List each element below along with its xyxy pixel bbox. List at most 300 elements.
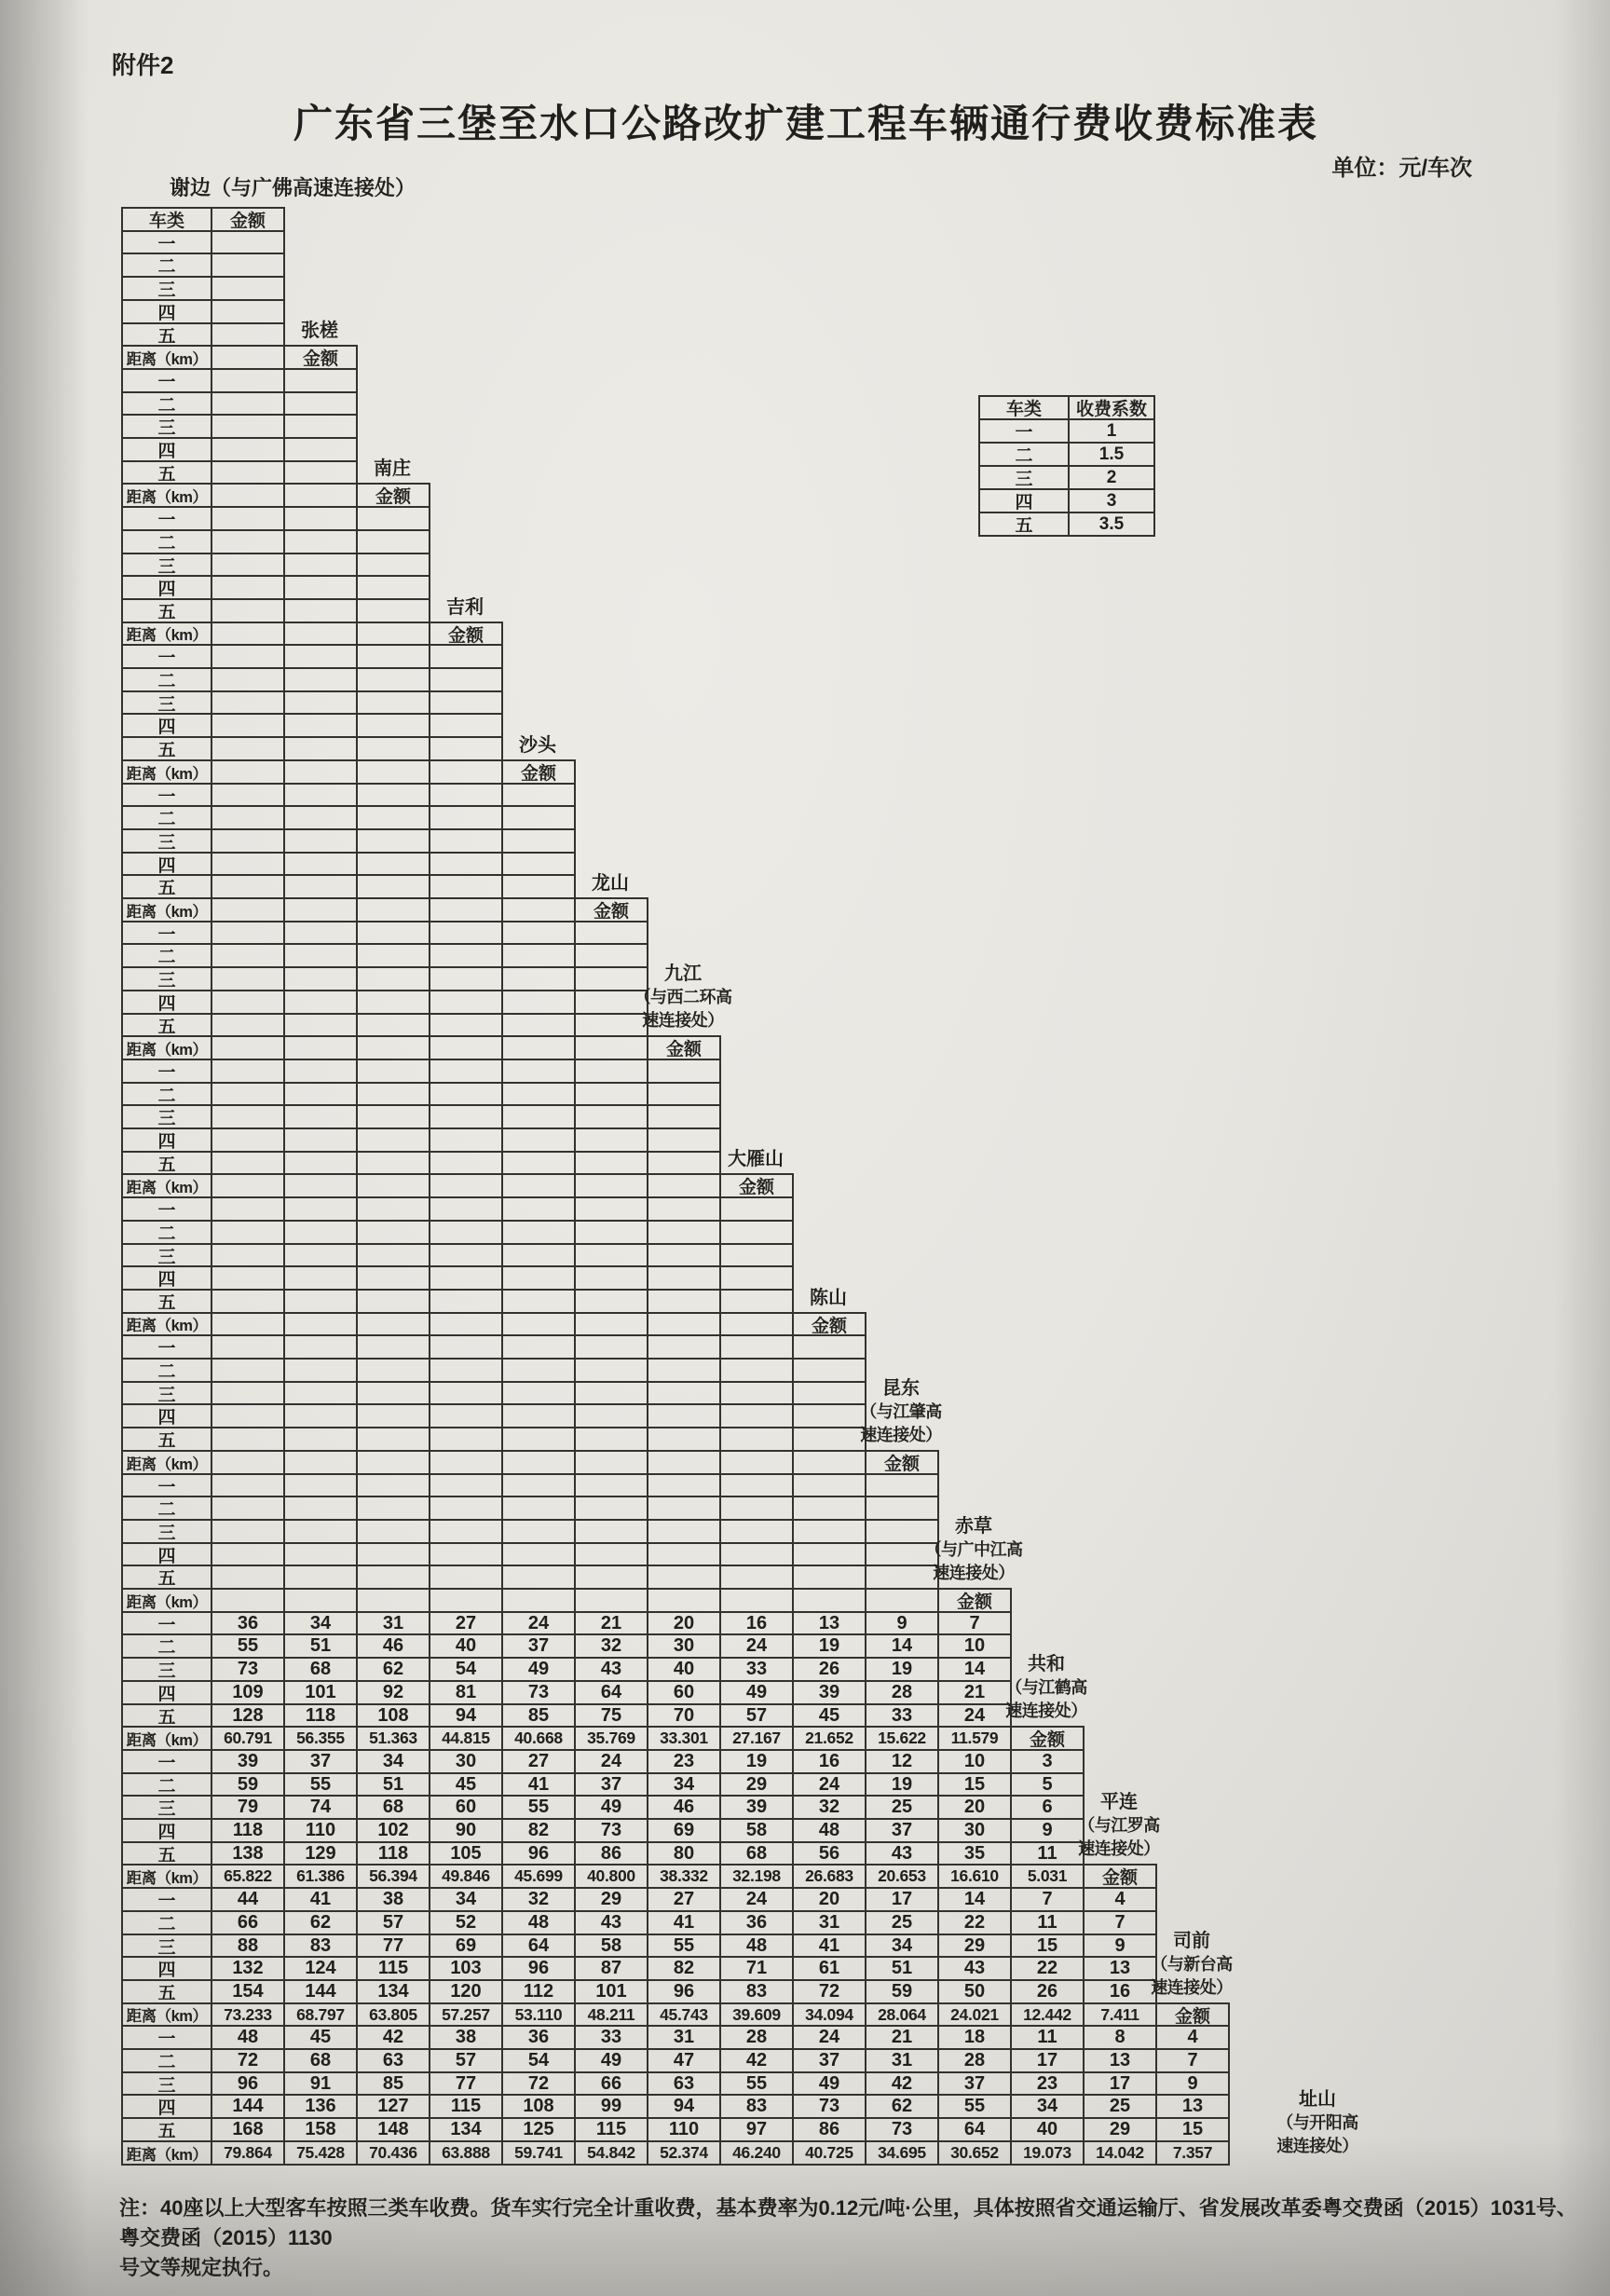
class-label-cell: 五 <box>121 460 212 485</box>
fare-value-cell: 24 <box>501 1611 576 1635</box>
fare-value-cell: 34 <box>356 1749 430 1774</box>
fare-value-cell: 43 <box>574 1910 648 1935</box>
empty-cell <box>211 783 285 807</box>
empty-cell <box>501 1173 576 1198</box>
empty-cell <box>283 644 358 669</box>
empty-cell <box>356 1265 430 1291</box>
station-label-jili <box>400 595 530 620</box>
empty-cell <box>647 1220 721 1245</box>
empty-cell <box>356 1059 430 1084</box>
fare-value-cell: 7 <box>1083 1910 1157 1935</box>
empty-cell <box>719 1427 794 1452</box>
empty-cell <box>356 1243 430 1267</box>
distance-label-cell: 距离（km） <box>121 622 212 646</box>
distance-value-cell: 11.579 <box>937 1726 1012 1751</box>
empty-cell <box>356 1104 430 1129</box>
fare-value-cell: 75 <box>574 1703 648 1728</box>
empty-cell <box>211 1265 285 1291</box>
fare-value-cell: 118 <box>356 1841 430 1866</box>
distance-value-cell: 12.442 <box>1010 2002 1085 2027</box>
station-name: 址山 <box>1299 2089 1336 2110</box>
class-label-cell: 四 <box>121 1956 212 1981</box>
empty-cell <box>283 921 358 945</box>
class-label-cell: 四 <box>121 1265 212 1291</box>
distance-value-cell: 51.363 <box>356 1726 430 1751</box>
empty-cell <box>283 506 358 531</box>
fare-value-cell: 55 <box>719 2071 794 2096</box>
class-label-cell: 一 <box>121 1749 212 1774</box>
class-label-cell: 四 <box>121 1818 212 1843</box>
fare-value-cell: 46 <box>647 1795 721 1820</box>
fare-value-cell: 49 <box>501 1657 576 1682</box>
empty-cell <box>574 1082 648 1106</box>
fare-value-cell: 28 <box>865 1680 939 1705</box>
class-label-cell: 一 <box>121 1887 212 1912</box>
fare-value-cell: 94 <box>647 2094 721 2119</box>
empty-cell <box>211 391 285 416</box>
empty-cell <box>211 414 285 439</box>
fare-value-cell: 83 <box>283 1934 358 1958</box>
class-label-cell: 三 <box>121 1519 212 1544</box>
empty-cell <box>211 1104 285 1129</box>
station-annotation: （与西二环高 <box>634 988 732 1006</box>
empty-cell <box>429 1473 503 1497</box>
fare-value-cell: 11 <box>1010 1841 1085 1866</box>
fare-value-cell: 115 <box>574 2117 648 2142</box>
empty-cell <box>647 1265 721 1291</box>
class-label-cell: 三 <box>121 276 212 301</box>
empty-cell <box>501 1519 576 1544</box>
empty-cell <box>647 1450 721 1475</box>
class-label-cell: 三 <box>121 1657 212 1682</box>
fare-value-cell: 9 <box>1155 2071 1230 2096</box>
fare-value-cell: 29 <box>574 1887 648 1912</box>
empty-cell <box>211 622 285 646</box>
fare-value-cell: 90 <box>429 1818 503 1843</box>
empty-cell <box>356 667 430 692</box>
class-label-cell: 三 <box>121 2071 212 2096</box>
fare-value-cell: 24 <box>574 1749 648 1774</box>
fare-value-cell: 41 <box>283 1887 358 1912</box>
empty-cell <box>356 1196 430 1222</box>
class-label-cell: 五 <box>121 1979 212 2004</box>
fare-value-cell: 144 <box>283 1979 358 2004</box>
fare-value-cell: 128 <box>211 1703 285 1728</box>
station-name: 平连 <box>1100 1792 1138 1812</box>
fare-value-cell: 17 <box>1083 2071 1157 2096</box>
fare-value-cell: 17 <box>865 1887 939 1912</box>
fare-value-cell: 115 <box>429 2094 503 2119</box>
distance-value-cell: 75.428 <box>283 2140 358 2166</box>
empty-cell <box>429 828 503 854</box>
empty-cell <box>283 736 358 761</box>
fare-value-cell: 63 <box>356 2048 430 2073</box>
empty-cell <box>211 1427 285 1452</box>
fare-value-cell: 33 <box>719 1657 794 1682</box>
station-annotation: 速连接处） <box>933 1564 1015 1582</box>
station-annotation: （与新台高 <box>1151 1955 1233 1974</box>
empty-cell <box>429 1035 503 1060</box>
empty-cell <box>501 1334 576 1360</box>
empty-cell <box>429 783 503 807</box>
empty-cell <box>211 1243 285 1267</box>
fare-value-cell: 34 <box>647 1772 721 1797</box>
station-label-gonghe <box>962 1652 1130 1723</box>
fare-value-cell: 54 <box>429 1657 503 1682</box>
empty-cell <box>574 1220 648 1245</box>
fare-value-cell: 124 <box>283 1956 358 1981</box>
fare-value-cell: 82 <box>647 1956 721 1981</box>
fare-value-cell: 60 <box>647 1680 721 1705</box>
empty-cell <box>211 644 285 669</box>
fare-value-cell: 7 <box>937 1611 1012 1635</box>
empty-cell <box>429 759 503 785</box>
empty-cell <box>356 1450 430 1475</box>
attachment-label: 附件2 <box>112 51 174 79</box>
empty-cell <box>429 1196 503 1222</box>
distance-value-cell: 52.374 <box>647 2140 721 2166</box>
empty-cell <box>283 1381 358 1405</box>
class-label-cell: 四 <box>121 2094 212 2119</box>
station-annotation: 速连接处） <box>1276 2137 1358 2155</box>
empty-cell <box>647 1588 721 1613</box>
class-label-cell: 三 <box>121 1795 212 1820</box>
empty-cell <box>792 1334 866 1360</box>
fare-value-cell: 55 <box>283 1772 358 1797</box>
station-label-chenshan <box>763 1286 894 1310</box>
station-label-xiebian <box>170 176 416 200</box>
distance-label-cell: 距离（km） <box>121 759 212 785</box>
class-label-cell: 二 <box>121 1772 212 1797</box>
fare-value-cell: 73 <box>211 1657 285 1682</box>
empty-cell <box>356 943 430 968</box>
station-name: 大雁山 <box>728 1149 784 1169</box>
empty-cell <box>719 1334 794 1360</box>
fare-value-cell: 96 <box>501 1841 576 1866</box>
station-name: 沙头 <box>519 735 556 756</box>
amount-header-cell: 金额 <box>865 1450 939 1475</box>
distance-label-cell: 距离（km） <box>121 345 212 370</box>
class-label-cell: 四 <box>121 437 212 462</box>
empty-cell <box>719 1196 794 1222</box>
distance-label-cell: 距离（km） <box>121 1035 212 1060</box>
legend-class-cell: 二 <box>978 442 1070 467</box>
distance-value-cell: 73.233 <box>211 2002 285 2027</box>
empty-cell <box>356 1334 430 1360</box>
fare-value-cell: 37 <box>792 2048 866 2073</box>
fare-value-cell: 57 <box>356 1910 430 1935</box>
footnote-line: 号文等规定执行。 <box>119 2256 284 2279</box>
fare-value-cell: 31 <box>865 2048 939 2073</box>
empty-cell <box>211 1403 285 1428</box>
empty-cell <box>719 1473 794 1497</box>
empty-cell <box>501 1381 576 1405</box>
fare-value-cell: 4 <box>1155 2025 1230 2050</box>
empty-cell <box>719 1542 794 1566</box>
class-label-cell: 五 <box>121 736 212 761</box>
empty-cell <box>356 1289 430 1314</box>
empty-cell <box>211 253 285 278</box>
fare-value-cell: 55 <box>211 1633 285 1659</box>
amount-header-cell: 金额 <box>1010 1726 1085 1751</box>
fare-value-cell: 39 <box>211 1749 285 1774</box>
fare-value-cell: 134 <box>356 1979 430 2004</box>
class-label-cell: 四 <box>121 1680 212 1705</box>
station-name: 司前 <box>1173 1931 1210 1951</box>
fare-value-cell: 118 <box>211 1818 285 1843</box>
empty-cell <box>211 943 285 968</box>
empty-cell <box>211 460 285 485</box>
class-label-cell: 二 <box>121 2048 212 2073</box>
fare-value-cell: 23 <box>647 1749 721 1774</box>
empty-cell <box>356 1358 430 1383</box>
fare-value-cell: 9 <box>1010 1818 1085 1843</box>
empty-cell <box>211 1588 285 1613</box>
fare-value-cell: 24 <box>719 1887 794 1912</box>
fare-value-cell: 62 <box>356 1657 430 1682</box>
empty-cell <box>356 1496 430 1521</box>
empty-cell <box>792 1519 866 1544</box>
fare-value-cell: 42 <box>719 2048 794 2073</box>
fare-value-cell: 108 <box>501 2094 576 2119</box>
empty-cell <box>211 852 285 876</box>
fare-value-cell: 29 <box>1083 2117 1157 2142</box>
station-name: 龙山 <box>592 873 629 894</box>
empty-cell <box>429 1450 503 1475</box>
class-label-cell: 三 <box>121 553 212 577</box>
station-name: 九江 <box>664 964 702 984</box>
empty-cell <box>429 990 503 1015</box>
fare-value-cell: 81 <box>429 1680 503 1705</box>
empty-cell <box>719 1358 794 1383</box>
fare-value-cell: 40 <box>429 1633 503 1659</box>
class-label-cell: 五 <box>121 1013 212 1037</box>
empty-cell <box>501 1289 576 1314</box>
empty-cell <box>501 1403 576 1428</box>
class-label-cell: 三 <box>121 414 212 439</box>
empty-cell <box>429 667 503 692</box>
empty-cell <box>501 1496 576 1521</box>
fare-value-cell: 18 <box>937 2025 1012 2050</box>
distance-label-cell: 距离（km） <box>121 2140 212 2166</box>
fare-value-cell: 27 <box>501 1749 576 1774</box>
legend-class-cell: 五 <box>978 512 1070 537</box>
empty-cell <box>574 1496 648 1521</box>
station-label-chicao <box>890 1514 1057 1585</box>
fare-value-cell: 16 <box>1083 1979 1157 2004</box>
empty-cell <box>283 1496 358 1521</box>
fare-value-cell: 15 <box>1155 2117 1230 2142</box>
fare-value-cell: 19 <box>865 1657 939 1682</box>
empty-cell <box>283 1013 358 1037</box>
empty-cell <box>356 897 430 922</box>
fare-value-cell: 8 <box>1083 2025 1157 2050</box>
fare-value-cell: 7 <box>1010 1887 1085 1912</box>
empty-cell <box>574 1358 648 1383</box>
empty-cell <box>211 1013 285 1037</box>
empty-cell <box>283 874 358 899</box>
fare-value-cell: 68 <box>283 2048 358 2073</box>
fare-value-cell: 13 <box>1155 2094 1230 2119</box>
empty-cell <box>211 690 285 715</box>
empty-cell <box>283 713 358 738</box>
fare-value-cell: 21 <box>937 1680 1012 1705</box>
fare-value-cell: 110 <box>283 1818 358 1843</box>
fare-value-cell: 25 <box>1083 2094 1157 2119</box>
fare-value-cell: 86 <box>792 2117 866 2142</box>
empty-cell <box>574 1519 648 1544</box>
empty-cell <box>283 783 358 807</box>
fare-value-cell: 88 <box>211 1934 285 1958</box>
distance-label-cell: 距离（km） <box>121 1864 212 1889</box>
fare-value-cell: 27 <box>429 1611 503 1635</box>
fare-value-cell: 94 <box>429 1703 503 1728</box>
class-label-cell: 二 <box>121 1082 212 1106</box>
empty-cell <box>283 667 358 692</box>
empty-cell <box>283 1059 358 1084</box>
empty-cell <box>429 1427 503 1452</box>
fare-value-cell: 57 <box>719 1703 794 1728</box>
empty-cell <box>574 1173 648 1198</box>
empty-cell <box>211 828 285 854</box>
empty-cell <box>501 1104 576 1129</box>
footnote-line: 注：40座以上大型客车按照三类车收费。货车实行完全计重收费，基本费率为0.12元/吨·公里，具体按照省交通运输厅、省发展改革委粤交费函（2015）1031号、粤交费函（2015）1130 <box>119 2196 1577 2249</box>
class-label-cell: 一 <box>121 1334 212 1360</box>
fare-value-cell: 59 <box>865 1979 939 2004</box>
fare-value-cell: 47 <box>647 2048 721 2073</box>
empty-cell <box>647 1473 721 1497</box>
empty-cell <box>429 1151 503 1175</box>
fare-value-cell: 96 <box>211 2071 285 2096</box>
fare-value-cell: 86 <box>574 1841 648 1866</box>
vehicle-class-header-cell: 车类 <box>121 207 212 232</box>
empty-cell <box>501 1151 576 1175</box>
empty-cell <box>647 1243 721 1267</box>
empty-cell <box>211 805 285 830</box>
station-label-nanzhuang <box>327 457 457 481</box>
distance-value-cell: 7.411 <box>1083 2002 1157 2027</box>
fare-value-cell: 48 <box>211 2025 285 2050</box>
fare-value-cell: 21 <box>574 1611 648 1635</box>
empty-cell <box>211 368 285 393</box>
empty-cell <box>211 1151 285 1175</box>
distance-label-cell: 距离（km） <box>121 1312 212 1336</box>
class-label-cell: 五 <box>121 1289 212 1314</box>
station-annotation: 速连接处） <box>1078 1839 1160 1858</box>
fare-value-cell: 30 <box>429 1749 503 1774</box>
empty-cell <box>429 1565 503 1590</box>
fare-value-cell: 62 <box>865 2094 939 2119</box>
fare-value-cell: 32 <box>792 1795 866 1820</box>
fare-value-cell: 158 <box>283 2117 358 2142</box>
page-title: 广东省三堡至水口公路改扩建工程车辆通行费收费标准表 <box>293 102 1318 145</box>
empty-cell <box>647 1403 721 1428</box>
fare-value-cell: 14 <box>937 1657 1012 1682</box>
class-label-cell: 二 <box>121 1910 212 1935</box>
empty-cell <box>574 1128 648 1153</box>
empty-cell <box>429 1220 503 1245</box>
legend-coefficient-cell: 3.5 <box>1068 512 1155 537</box>
empty-cell <box>283 1542 358 1566</box>
fare-value-cell: 103 <box>429 1956 503 1981</box>
fare-value-cell: 115 <box>356 1956 430 1981</box>
empty-cell <box>356 622 430 646</box>
fare-value-cell: 77 <box>356 1934 430 1958</box>
station-name: 吉利 <box>446 597 484 618</box>
empty-cell <box>211 230 285 254</box>
fare-value-cell: 68 <box>283 1657 358 1682</box>
distance-value-cell: 27.167 <box>719 1726 794 1751</box>
empty-cell <box>356 1312 430 1336</box>
empty-cell <box>501 805 576 830</box>
class-label-cell: 一 <box>121 1196 212 1222</box>
fare-value-cell: 50 <box>937 1979 1012 2004</box>
empty-cell <box>356 1403 430 1428</box>
fare-value-cell: 41 <box>647 1910 721 1935</box>
fare-value-cell: 91 <box>283 2071 358 2096</box>
fare-value-cell: 13 <box>1083 2048 1157 2073</box>
empty-cell <box>501 1312 576 1336</box>
amount-header-cell: 金额 <box>356 483 430 508</box>
fare-value-cell: 132 <box>211 1956 285 1981</box>
fare-value-cell: 138 <box>211 1841 285 1866</box>
station-label-shatou <box>472 733 603 758</box>
empty-cell <box>501 1265 576 1291</box>
empty-cell <box>501 943 576 968</box>
legend-coefficient-cell: 2 <box>1068 465 1155 490</box>
fare-value-cell: 14 <box>865 1633 939 1659</box>
distance-value-cell: 20.653 <box>865 1864 939 1889</box>
fare-value-cell: 33 <box>574 2025 648 2050</box>
fare-value-cell: 15 <box>1010 1934 1085 1958</box>
amount-header-cell: 金额 <box>647 1035 721 1060</box>
fare-value-cell: 87 <box>574 1956 648 1981</box>
fare-value-cell: 85 <box>356 2071 430 2096</box>
class-label-cell: 三 <box>121 966 212 991</box>
fare-value-cell: 37 <box>865 1818 939 1843</box>
fare-value-cell: 15 <box>937 1772 1012 1797</box>
empty-cell <box>283 1312 358 1336</box>
empty-cell <box>574 1334 648 1360</box>
fare-value-cell: 3 <box>1010 1749 1085 1774</box>
empty-cell <box>647 1565 721 1590</box>
class-label-cell: 四 <box>121 1128 212 1153</box>
empty-cell <box>429 966 503 991</box>
fare-value-cell: 13 <box>1083 1956 1157 1981</box>
class-label-cell: 四 <box>121 299 212 324</box>
class-label-cell: 三 <box>121 828 212 854</box>
distance-value-cell: 34.094 <box>792 2002 866 2027</box>
fare-value-cell: 83 <box>719 1979 794 2004</box>
empty-cell <box>283 759 358 785</box>
class-label-cell: 二 <box>121 529 212 554</box>
legend-class-header-cell: 车类 <box>978 395 1070 420</box>
empty-cell <box>283 1334 358 1360</box>
empty-cell <box>501 783 576 807</box>
empty-cell <box>647 1059 721 1084</box>
empty-cell <box>283 1427 358 1452</box>
empty-cell <box>211 1450 285 1475</box>
distance-value-cell: 63.888 <box>429 2140 503 2166</box>
empty-cell <box>283 1450 358 1475</box>
fare-value-cell: 36 <box>719 1910 794 1935</box>
empty-cell <box>356 1588 430 1613</box>
fare-value-cell: 40 <box>647 1657 721 1682</box>
empty-cell <box>574 1289 648 1314</box>
amount-header-cell: 金额 <box>1155 2002 1230 2027</box>
class-label-cell: 五 <box>121 1703 212 1728</box>
empty-cell <box>865 1588 939 1613</box>
